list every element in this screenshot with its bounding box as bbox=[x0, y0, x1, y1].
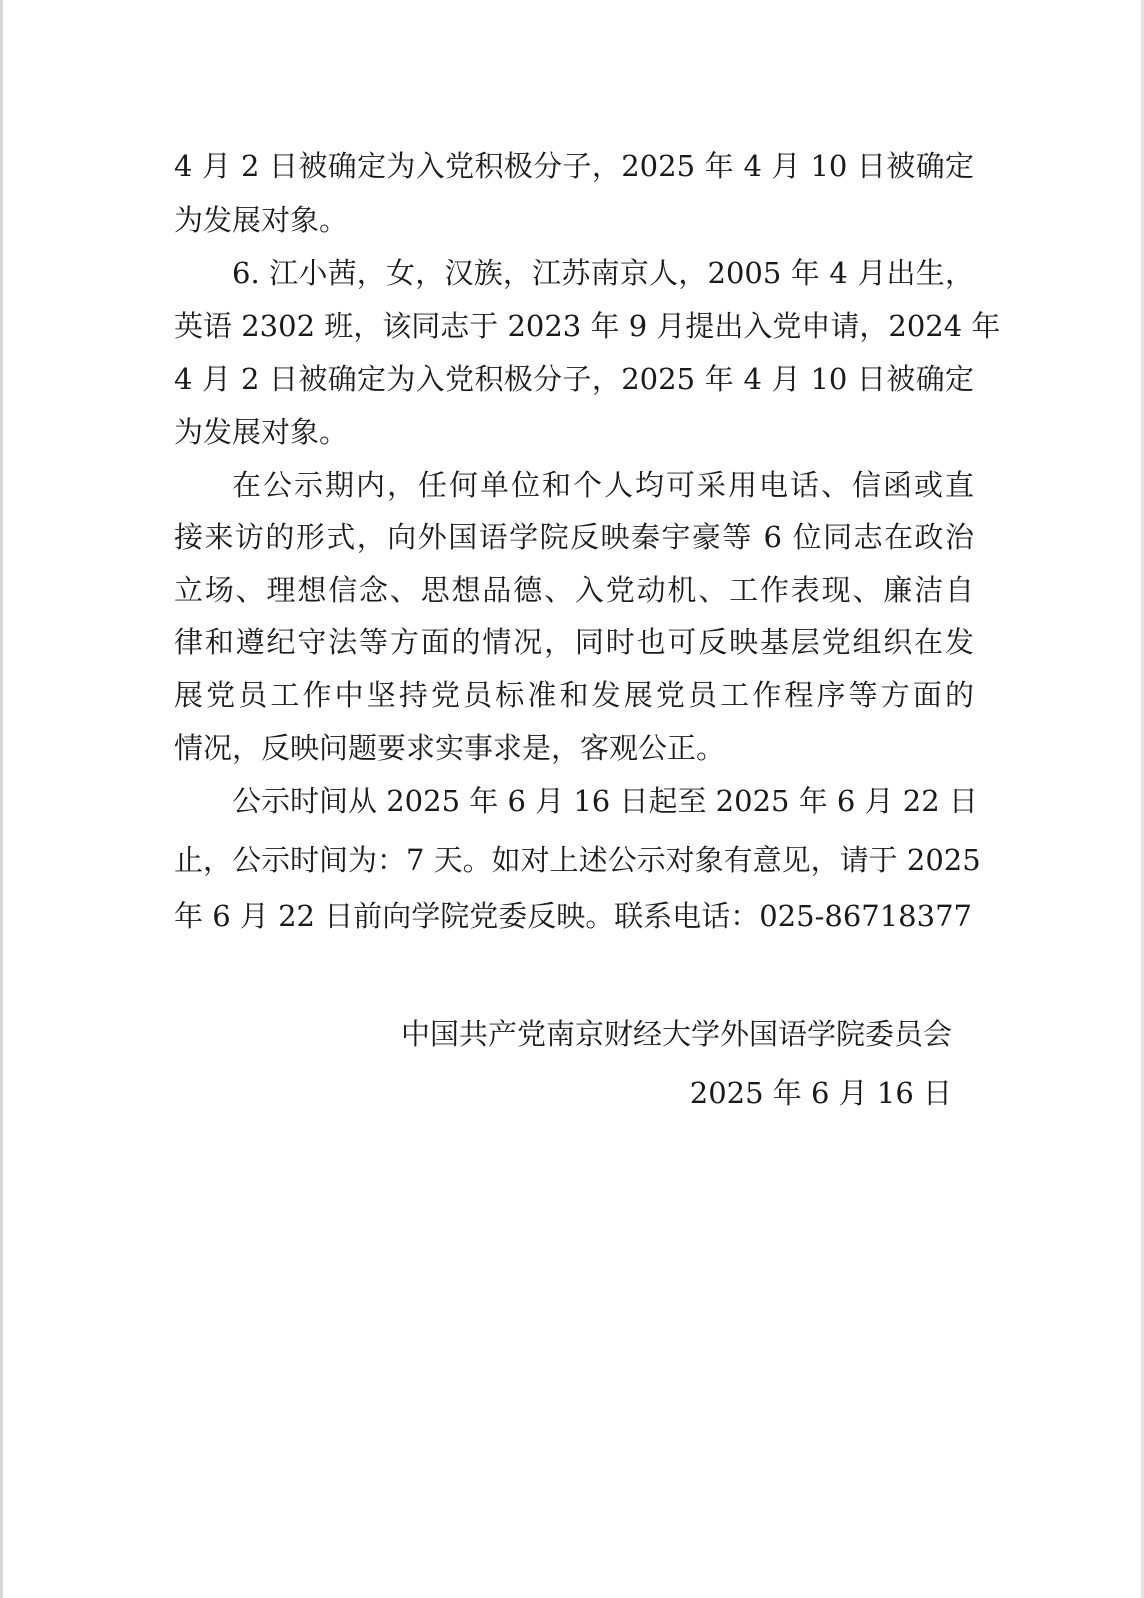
paragraph-line: 6. 江小茜，女，汉族，江苏南京人，2005 年 4 月出生， bbox=[232, 256, 974, 290]
paragraph-line: 律和遵纪守法等方面的情况，同时也可反映基层党组织在发 bbox=[174, 625, 974, 659]
paragraph-line: 公示时间从 2025 年 6 月 16 日起至 2025 年 6 月 22 日 bbox=[232, 784, 978, 818]
paragraph-line: 在公示期内，任何单位和个人均可采用电话、信函或直 bbox=[232, 468, 974, 502]
paragraph-line: 4 月 2 日被确定为入党积极分子，2025 年 4 月 10 日被确定 bbox=[174, 149, 974, 183]
paragraph-line: 为发展对象。 bbox=[174, 203, 349, 237]
page-left-edge bbox=[0, 0, 3, 1598]
paragraph-line: 英语 2302 班，该同志于 2023 年 9 月提出入党申请，2024 年 bbox=[174, 309, 1001, 343]
paragraph-line: 接来访的形式，向外国语学院反映秦宇豪等 6 位同志在政治 bbox=[174, 520, 974, 554]
signature-date: 2025 年 6 月 16 日 bbox=[689, 1076, 952, 1110]
paragraph-line: 年 6 月 22 日前向学院党委反映。联系电话：025-86718377 bbox=[174, 899, 972, 933]
paragraph-line: 情况，反映问题要求实事求是，客观公正。 bbox=[174, 731, 726, 765]
paragraph-line: 4 月 2 日被确定为入党积极分子，2025 年 4 月 10 日被确定 bbox=[174, 362, 974, 396]
paragraph-line: 止，公示时间为：7 天。如对上述公示对象有意见，请于 2025 bbox=[174, 843, 981, 877]
signature-organization: 中国共产党南京财经大学外国语学院委员会 bbox=[400, 1017, 952, 1051]
paragraph-line: 展党员工作中坚持党员标准和发展党员工作程序等方面的 bbox=[174, 678, 974, 712]
paragraph-line: 立场、理想信念、思想品德、入党动机、工作表现、廉洁自 bbox=[174, 573, 974, 607]
paragraph-line: 为发展对象。 bbox=[174, 415, 349, 449]
